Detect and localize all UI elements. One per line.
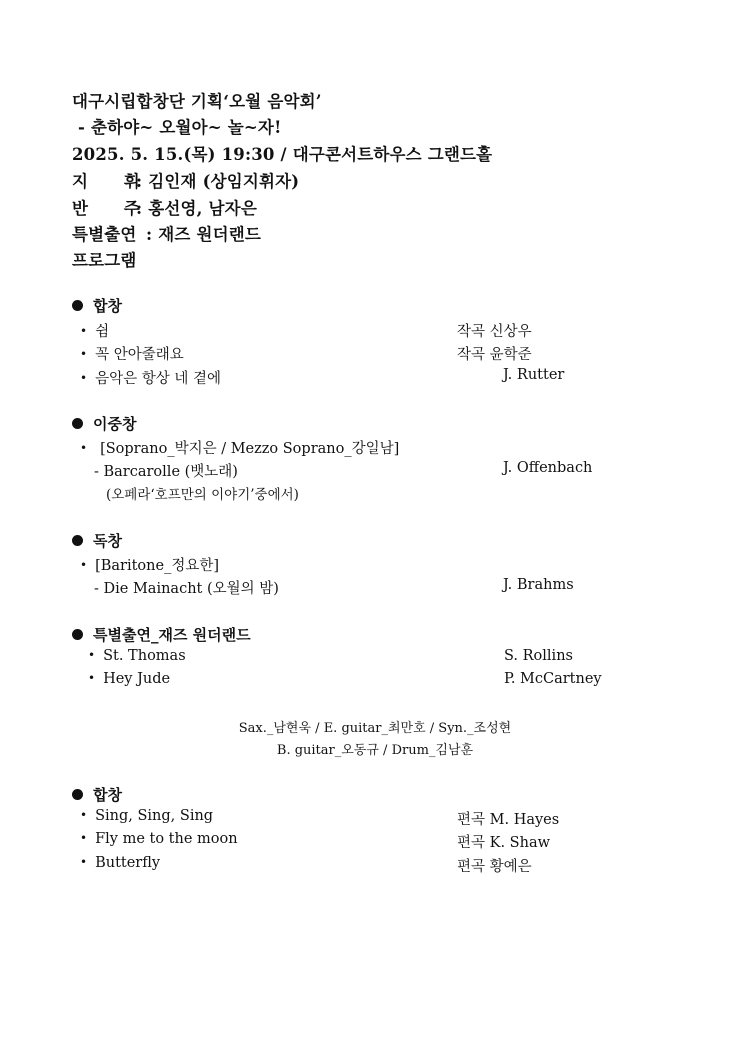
solo-performer: [Baritone_정요한] xyxy=(95,558,220,574)
list-item xyxy=(80,554,219,575)
section-special xyxy=(72,624,251,645)
bullet-icon: • xyxy=(88,648,96,662)
conductor-value: : 김인재 (상임지휘자) xyxy=(136,172,300,191)
piece-composer: S. Rollins xyxy=(504,648,573,664)
section-title: 합창 xyxy=(93,786,122,804)
duet-performers: [Soprano_박지은 / Mezzo Soprano_강일남] xyxy=(100,441,400,457)
bullet-icon: • xyxy=(80,855,88,869)
piece-arranger: 편곡 황예은 xyxy=(457,859,532,875)
section-title: 합창 xyxy=(93,297,122,315)
special-guest-label: 특별출연 xyxy=(72,225,137,244)
bullet-icon: • xyxy=(80,808,88,822)
duet-note: (오페라‘호프만의 이야기’중에서) xyxy=(106,487,299,503)
bullet-icon: • xyxy=(80,558,88,572)
band-members-line-1: Sax._남현욱 / E. guitar_최만호 / Syn._조성현 xyxy=(238,721,512,736)
piece-composer: J. Rutter xyxy=(503,367,565,383)
section-title: 특별출연_재즈 원더랜드 xyxy=(93,626,251,644)
piece-composer: 작곡 신상우 xyxy=(457,324,532,340)
conductor-label: 지 휘 xyxy=(72,172,140,191)
concert-title: 대구시립합창단 기획‘오월 음악회’ xyxy=(72,92,322,111)
solo-composer: J. Brahms xyxy=(503,577,574,593)
piece-arranger: 편곡 M. Hayes xyxy=(457,812,560,828)
bullet-dot-icon xyxy=(72,789,83,800)
piece-title: Butterfly xyxy=(95,855,161,871)
section-title: 이중창 xyxy=(93,415,137,433)
bullet-icon: • xyxy=(80,324,88,338)
bullet-dot-icon xyxy=(72,300,83,311)
accompanist-line xyxy=(72,195,257,219)
piece-composer: P. McCartney xyxy=(504,671,602,687)
list-item xyxy=(80,367,221,388)
list-item xyxy=(80,831,238,847)
list-item xyxy=(80,437,399,458)
bullet-icon: • xyxy=(88,671,96,685)
section-title: 독창 xyxy=(93,532,122,550)
bullet-icon: • xyxy=(80,441,88,455)
list-item xyxy=(80,808,213,824)
band-members-line-2: B. guitar_오동규 / Drum_김남훈 xyxy=(276,743,474,758)
bullet-icon: • xyxy=(80,371,88,385)
duet-piece: - Barcarolle (뱃노래) xyxy=(94,464,238,480)
piece-title: 쉼 xyxy=(95,324,110,340)
piece-arranger: 편곡 K. Shaw xyxy=(457,835,551,851)
piece-title: Sing, Sing, Sing xyxy=(95,808,214,824)
concert-datetime: 2025. 5. 15.(목) 19:30 / 대구콘서트하우스 그랜드홀 xyxy=(72,145,493,164)
bullet-dot-icon xyxy=(72,629,83,640)
list-item xyxy=(80,320,109,341)
duet-composer: J. Offenbach xyxy=(503,460,593,476)
section-chorus-2 xyxy=(72,784,122,805)
bullet-dot-icon xyxy=(72,535,83,546)
bullet-dot-icon xyxy=(72,418,83,429)
solo-piece: - Die Mainacht (오월의 밤) xyxy=(94,581,279,597)
section-duet xyxy=(72,413,136,434)
list-item xyxy=(80,855,160,871)
section-chorus-1 xyxy=(72,295,122,316)
piece-title: 음악은 항상 네 곁에 xyxy=(95,371,221,387)
list-item xyxy=(80,343,184,364)
program-heading: 프로그램 xyxy=(72,251,137,270)
bullet-icon: • xyxy=(80,347,88,361)
section-solo xyxy=(72,530,122,551)
piece-title: 꼭 안아줄래요 xyxy=(95,347,184,363)
piece-title: St. Thomas xyxy=(103,648,186,664)
list-item xyxy=(88,648,186,664)
concert-subtitle: - 춘하야~ 오월아~ 놀~자! xyxy=(78,118,282,137)
bullet-icon: • xyxy=(80,831,88,845)
special-guest-value: : 재즈 원더랜드 xyxy=(146,225,262,244)
piece-composer: 작곡 윤학준 xyxy=(457,347,532,363)
list-item xyxy=(88,671,170,687)
conductor-line xyxy=(72,168,299,192)
accompanist-label: 반 주 xyxy=(72,199,140,218)
piece-title: Hey Jude xyxy=(103,671,171,687)
accompanist-value: : 홍선영, 남자은 xyxy=(136,199,257,218)
special-guest-line xyxy=(72,221,261,245)
piece-title: Fly me to the moon xyxy=(95,831,238,847)
